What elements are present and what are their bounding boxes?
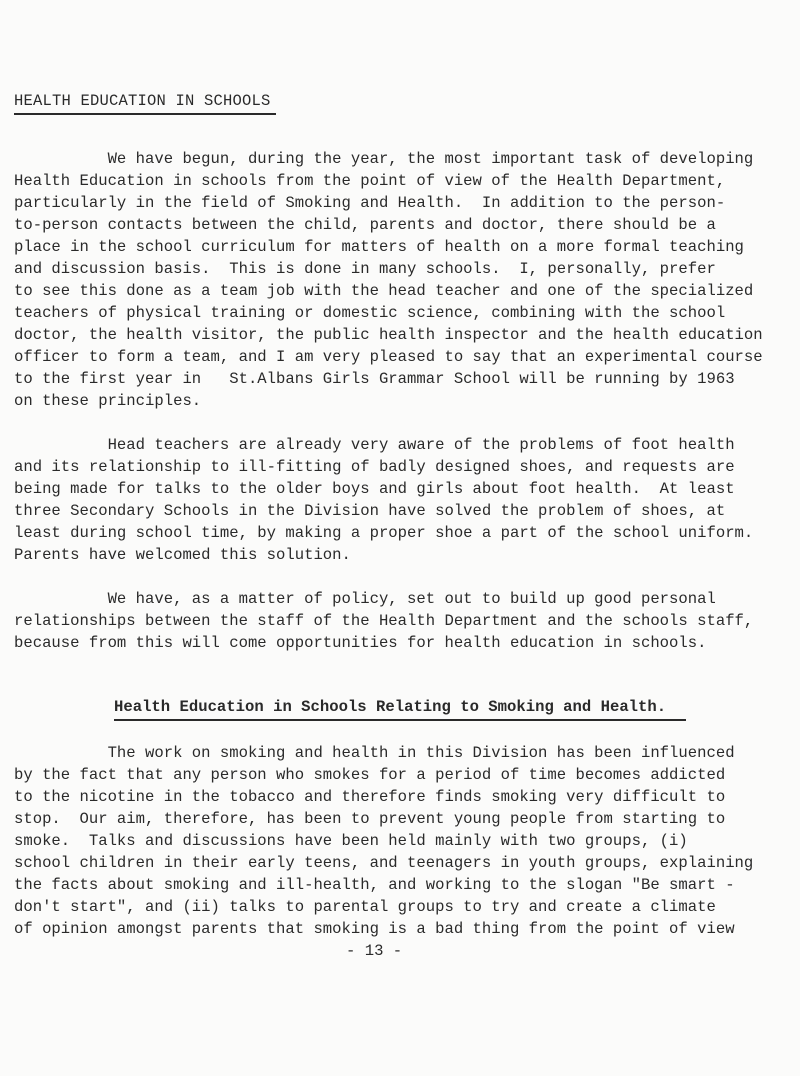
text-line: relationships between the staff of the Health Department and the schools staff, <box>14 612 754 630</box>
text-line: We have begun, during the year, the most important task of developing <box>14 150 754 168</box>
title-underline <box>14 113 276 115</box>
text-line: on these principles. <box>14 392 202 410</box>
text-line: the facts about smoking and ill-health, and working to the slogan "Be smart - <box>14 876 735 894</box>
text-line: school children in their early teens, and teenagers in youth groups, explaining <box>14 854 754 872</box>
text-line: to-person contacts between the child, parents and doctor, there should be a <box>14 216 716 234</box>
text-line: three Secondary Schools in the Division have solved the problem of shoes, at <box>14 502 726 520</box>
subheading-underline <box>114 719 686 721</box>
text-line: being made for talks to the older boys and girls about foot health. At least <box>14 480 735 498</box>
text-line: stop. Our aim, therefore, has been to prevent young people from starting to <box>14 810 726 828</box>
text-line: teachers of physical training or domestic science, combining with the school <box>14 304 726 322</box>
text-line: least during school time, by making a proper shoe a part of the school uniform. <box>14 524 754 542</box>
text-line: to see this done as a team job with the head teacher and one of the specialized <box>14 282 754 300</box>
text-line: to the nicotine in the tobacco and therefore finds smoking very difficult to <box>14 788 726 806</box>
text-line: by the fact that any person who smokes for a period of time becomes addicted <box>14 766 726 784</box>
text-line: to the first year in St.Albans Girls Grammar School will be running by 1963 <box>14 370 735 388</box>
text-line: of opinion amongst parents that smoking is a bad thing from the point of view <box>14 920 735 938</box>
text-line: Head teachers are already very aware of the problems of foot health <box>14 436 735 454</box>
text-line: don't start", and (ii) talks to parental groups to try and create a climate <box>14 898 716 916</box>
text-line: officer to form a team, and I am very pleased to say that an experimental course <box>14 348 763 366</box>
page-title: HEALTH EDUCATION IN SCHOOLS <box>14 92 271 110</box>
text-line: particularly in the field of Smoking and Health. In addition to the person- <box>14 194 726 212</box>
text-line: and discussion basis. This is done in many schools. I, personally, prefer <box>14 260 716 278</box>
text-line: smoke. Talks and discussions have been held mainly with two groups, (i) <box>14 832 688 850</box>
text-line: because from this will come opportunities for health education in schools. <box>14 634 707 652</box>
text-line: and its relationship to ill-fitting of badly designed shoes, and requests are <box>14 458 735 476</box>
text-line: Health Education in schools from the point of view of the Health Department, <box>14 172 726 190</box>
text-line: doctor, the health visitor, the public health inspector and the health education <box>14 326 763 344</box>
text-line: place in the school curriculum for matters of health on a more formal teaching <box>14 238 744 256</box>
text-line: Parents have welcomed this solution. <box>14 546 351 564</box>
text-line: The work on smoking and health in this Division has been influenced <box>14 744 735 762</box>
page-number: - 13 - <box>346 942 403 960</box>
section-subheading: Health Education in Schools Relating to Smoking and Health. <box>114 698 667 716</box>
text-line: We have, as a matter of policy, set out to build up good personal <box>14 590 716 608</box>
